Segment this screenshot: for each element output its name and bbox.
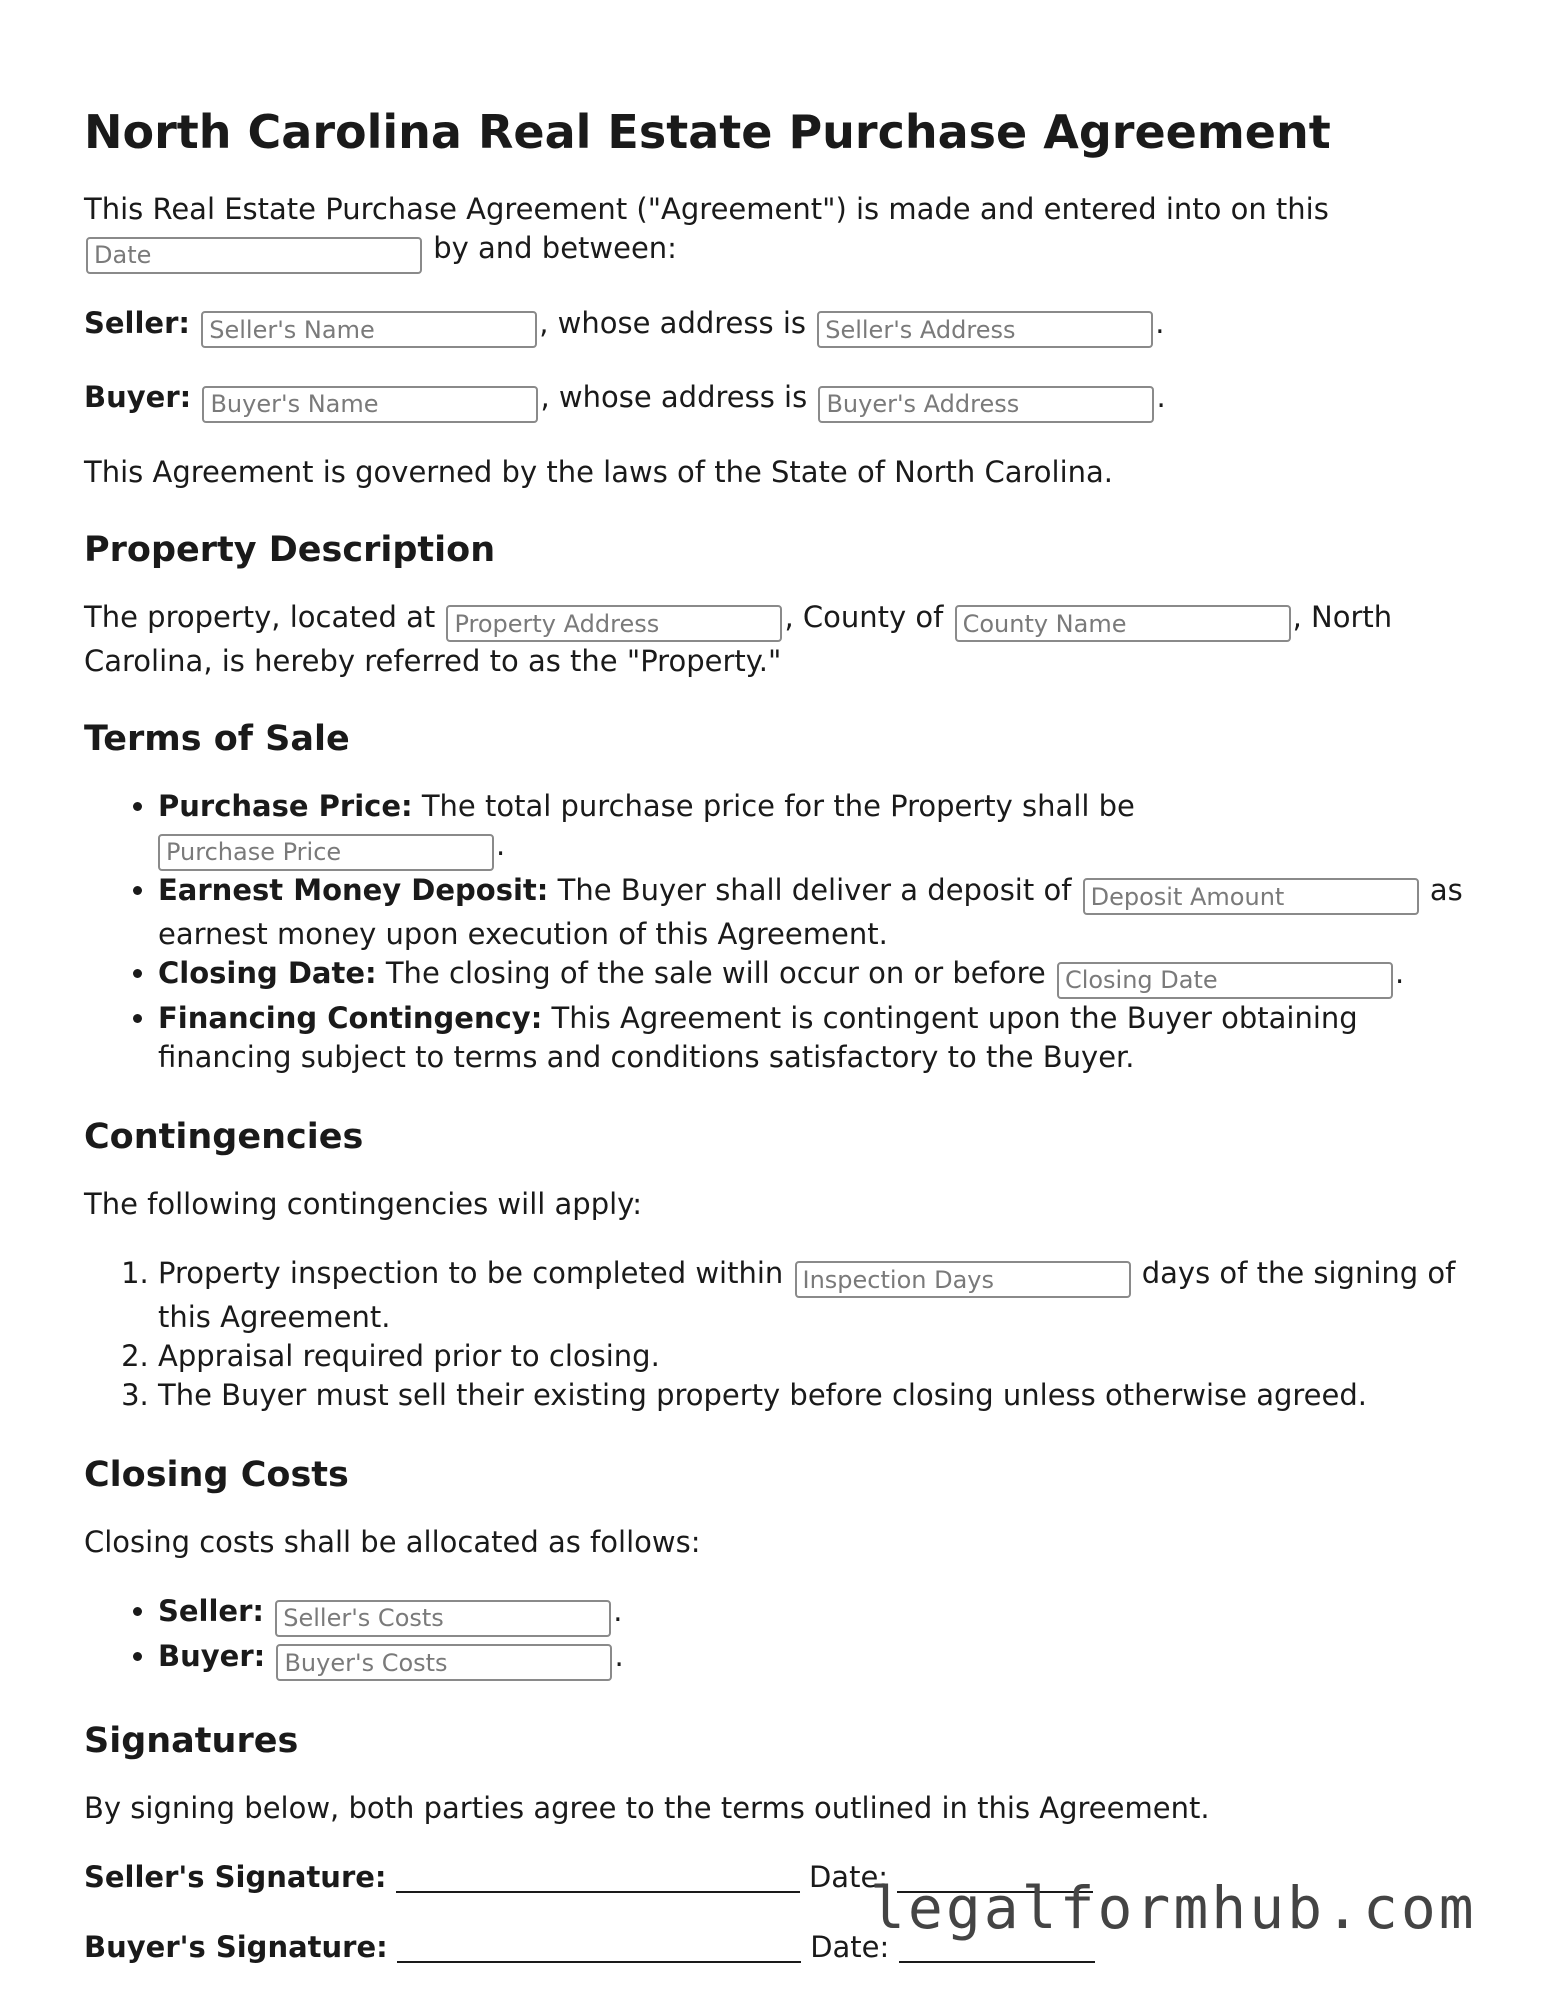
property-heading: Property Description	[84, 529, 496, 570]
buyer-signature-line[interactable]	[397, 1931, 801, 1963]
buyer-period: .	[1156, 380, 1166, 414]
seller-period: .	[1155, 305, 1165, 340]
list-item-purchase-price	[158, 787, 1464, 871]
list-item-appraisal: 2. Appraisal required prior to closing.	[158, 1337, 1464, 1376]
intro-text: This Real Estate Purchase Agreement ("Agreement") is made and entered into on this	[84, 192, 1329, 226]
closing-date-period: .	[1394, 956, 1405, 990]
buyer-address-input[interactable]	[818, 386, 1154, 423]
inspection-days-input[interactable]	[795, 1261, 1131, 1298]
list-item-inspection	[158, 1254, 1464, 1338]
financing-text: This Agreement is contingent upon the Buyer obtaining financing subject to terms and conditions satisfactory to the Buyer.	[158, 1000, 1358, 1074]
buyer-signature-label: Buyer's Signature:	[84, 1930, 388, 1964]
agreement-document	[84, 104, 1464, 1998]
list-item-sell-existing: 3. The Buyer must sell their existing property before closing unless otherwise agreed.	[158, 1376, 1464, 1415]
buyer-line	[84, 378, 1464, 423]
property-text-after: , North Carolina, is hereby referred to as the "Property."	[84, 599, 1393, 678]
inspection-text: Property inspection to be completed within	[158, 1255, 784, 1290]
watermark: legalformhub.com	[870, 1874, 1477, 1942]
inspection-text-after: days of the signing of this Agreement.	[158, 1255, 1456, 1334]
seller-line	[84, 304, 1464, 349]
list-item-seller-costs	[158, 1592, 1464, 1637]
deposit-text: The Buyer shall deliver a deposit of	[557, 872, 1072, 907]
page-title: North Carolina Real Estate Purchase Agreement	[84, 105, 1331, 159]
buyer-costs-label: Buyer:	[158, 1638, 266, 1673]
list-item-closing-date	[158, 954, 1464, 999]
list-item-deposit	[158, 871, 1464, 955]
signatures-intro: By signing below, both parties agree to the terms outlined in this Agreement.	[84, 1791, 1210, 1825]
county-name-input[interactable]	[955, 605, 1291, 642]
purchase-price-text: The total purchase price for the Property shall be	[421, 789, 1135, 823]
list-item-financing	[158, 999, 1464, 1077]
intro-text-after: by and between:	[433, 231, 677, 265]
closing-date-label: Closing Date:	[158, 956, 377, 990]
intro-paragraph	[84, 190, 1464, 274]
property-paragraph	[84, 598, 1464, 682]
property-text: The property, located at	[84, 599, 436, 634]
buyer-costs-input[interactable]	[276, 1644, 612, 1681]
governing-law: This Agreement is governed by the laws of the State of North Carolina.	[84, 454, 1114, 489]
property-address-input[interactable]	[446, 605, 782, 642]
seller-costs-period: .	[613, 1594, 623, 1628]
date-input[interactable]	[86, 237, 422, 274]
seller-date-label: Date:	[808, 1860, 889, 1894]
buyer-address-text: , whose address is	[540, 380, 808, 414]
seller-name-input[interactable]	[201, 311, 537, 348]
contingencies-intro: The following contingencies will apply:	[84, 1186, 642, 1221]
closing-date-text: The closing of the sale will occur on or before	[385, 956, 1046, 990]
seller-signature-line[interactable]	[396, 1861, 800, 1893]
seller-label: Seller:	[84, 305, 191, 340]
deposit-amount-input[interactable]	[1083, 878, 1419, 915]
buyer-date-label: Date:	[810, 1930, 890, 1964]
purchase-price-period: .	[496, 828, 506, 862]
closing-costs-heading: Closing Costs	[84, 1455, 349, 1495]
county-text: , County of	[784, 599, 944, 634]
seller-signature-label: Seller's Signature:	[84, 1860, 387, 1894]
closing-date-input[interactable]	[1057, 962, 1393, 999]
closing-costs-intro: Closing costs shall be allocated as follows:	[84, 1525, 701, 1559]
signatures-heading: Signatures	[84, 1721, 299, 1761]
contingencies-heading: Contingencies	[84, 1116, 364, 1157]
list-item-buyer-costs	[158, 1637, 1464, 1682]
buyer-name-input[interactable]	[202, 386, 538, 423]
buyer-label: Buyer:	[84, 380, 192, 414]
purchase-price-label: Purchase Price:	[158, 789, 413, 823]
deposit-text-after: as earnest money upon execution of this Agreement.	[158, 872, 1463, 951]
purchase-price-input[interactable]	[158, 834, 494, 871]
seller-costs-label: Seller:	[158, 1594, 265, 1628]
terms-list	[84, 787, 1464, 1077]
terms-heading: Terms of Sale	[84, 719, 350, 759]
contingencies-list	[84, 1254, 1464, 1416]
buyer-costs-period: .	[614, 1638, 624, 1673]
closing-costs-list	[84, 1592, 1464, 1681]
financing-label: Financing Contingency:	[158, 1000, 543, 1035]
seller-address-text: , whose address is	[539, 305, 806, 340]
seller-costs-input[interactable]	[275, 1600, 611, 1637]
seller-address-input[interactable]	[817, 311, 1153, 348]
deposit-label: Earnest Money Deposit:	[158, 872, 549, 907]
